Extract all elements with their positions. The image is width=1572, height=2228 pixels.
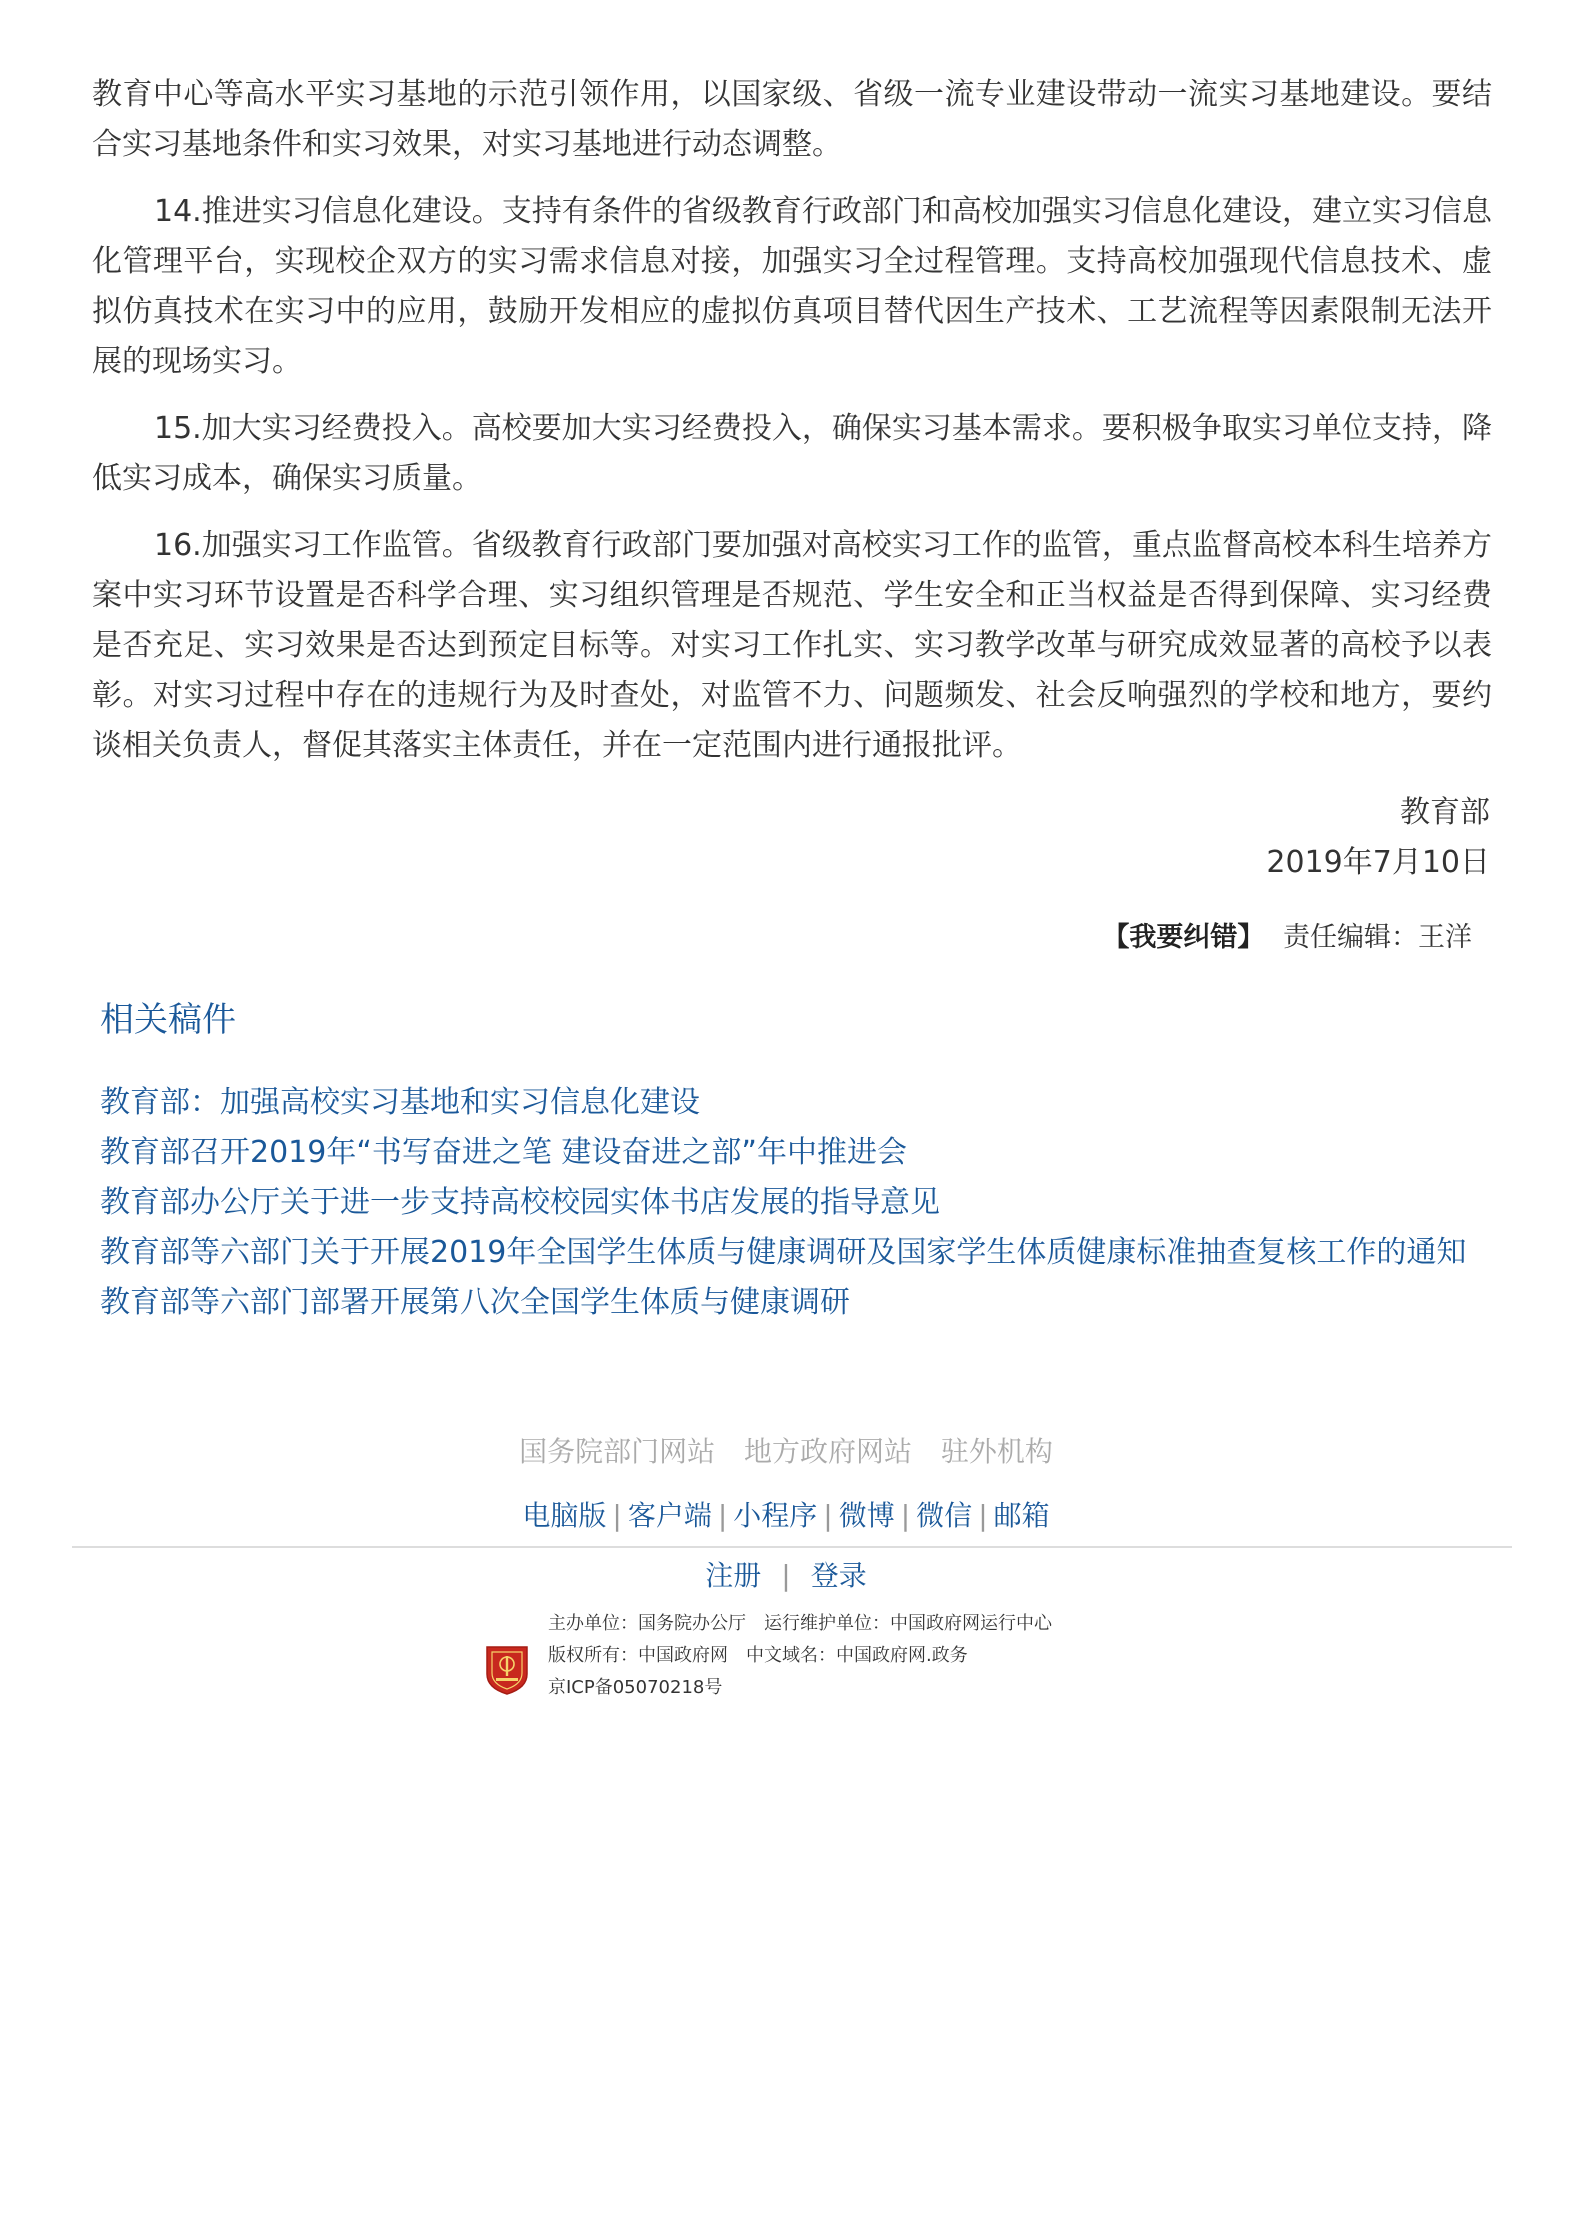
article-signature: 教育部 bbox=[1400, 795, 1490, 830]
footer-domain: 中文域名：中国政府网.政务 bbox=[746, 1645, 968, 1666]
platform-link-wechat[interactable]: 微信 bbox=[916, 1499, 973, 1532]
related-article-link[interactable]: 教育部办公厅关于进一步支持高校校园实体书店发展的指导意见 bbox=[100, 1185, 940, 1220]
platform-link-desktop[interactable]: 电脑版 bbox=[522, 1499, 607, 1532]
responsible-editor: 责任编辑：王洋 bbox=[1283, 922, 1472, 953]
separator: | bbox=[717, 1499, 728, 1532]
article-paragraph: 16.加强实习工作监管。省级教育行政部门要加强对高校实习工作的监管，重点监督高校本科生培养方案中实习环节设置是否科学合理、实习组织管理是否规范、学生安全和正当权益是否得到保障、实习经费是否充足、实习效果是否达到预定目标等。对实习工作扎实、实习教学改革与研究成效显著的高校予以表彰。对实习过程中存在的违规行为及时查处，对监管不力、问题频发、社会反响强烈的学校和地方，要约谈相关负责人，督促其落实主体责任，并在一定范围内进行通报批评。 bbox=[92, 528, 1492, 763]
footer-link-ministries[interactable]: 国务院部门网站 bbox=[519, 1435, 716, 1468]
list-item bbox=[100, 1278, 1500, 1328]
article-body bbox=[92, 70, 1492, 888]
footer-site-links bbox=[0, 1428, 1572, 1476]
platform-link-mini-program[interactable]: 小程序 bbox=[733, 1499, 818, 1532]
platform-link-mail[interactable]: 邮箱 bbox=[993, 1499, 1050, 1532]
editor-row bbox=[1102, 918, 1472, 958]
related-article-link[interactable]: 教育部等六部门部署开展第八次全国学生体质与健康调研 bbox=[100, 1285, 850, 1320]
related-article-link[interactable]: 教育部：加强高校实习基地和实习信息化建设 bbox=[100, 1085, 700, 1120]
article-paragraph: 教育中心等高水平实习基地的示范引领作用，以国家级、省级一流专业建设带动一流实习基地建设。要结合实习基地条件和实习效果，对实习基地进行动态调整。 bbox=[92, 77, 1492, 162]
platform-links bbox=[0, 1492, 1572, 1540]
platform-link-client[interactable]: 客户端 bbox=[627, 1499, 712, 1532]
footer-copyright: 版权所有：中国政府网 bbox=[548, 1645, 728, 1666]
related-articles-list bbox=[100, 1078, 1500, 1328]
separator: | bbox=[900, 1499, 911, 1532]
platform-link-weibo[interactable]: 微博 bbox=[838, 1499, 895, 1532]
related-article-link[interactable]: 教育部等六部门关于开展2019年全国学生体质与健康调研及国家学生体质健康标准抽查复核工作的通知 bbox=[100, 1235, 1467, 1270]
list-item bbox=[100, 1178, 1500, 1228]
register-link[interactable]: 注册 bbox=[705, 1559, 762, 1592]
related-articles bbox=[100, 990, 1500, 1328]
auth-links bbox=[0, 1552, 1572, 1600]
article-paragraph: 14.推进实习信息化建设。支持有条件的省级教育行政部门和高校加强实习信息化建设，建立实习信息化管理平台，实现校企双方的实习需求信息对接，加强实习全过程管理。支持高校加强现代信息技术、虚拟仿真技术在实习中的应用，鼓励开发相应的虚拟仿真项目替代因生产技术、工艺流程等因素限制无法开展的现场实习。 bbox=[92, 194, 1492, 379]
separator: | bbox=[612, 1499, 622, 1532]
footer-link-local-gov[interactable]: 地方政府网站 bbox=[743, 1435, 912, 1468]
related-articles-title: 相关稿件 bbox=[100, 1000, 236, 1040]
separator: | bbox=[978, 1499, 988, 1532]
footer-icp: 京ICP备05070218号 bbox=[548, 1677, 723, 1698]
footer-link-overseas[interactable]: 驻外机构 bbox=[940, 1435, 1053, 1468]
footer-maintainer: 运行维护单位：中国政府网运行中心 bbox=[764, 1613, 1052, 1634]
list-item bbox=[100, 1078, 1500, 1128]
footer-info-lines bbox=[548, 1608, 1052, 1704]
related-article-link[interactable]: 教育部召开2019年“书写奋进之笔 建设奋进之部”年中推进会 bbox=[100, 1135, 907, 1170]
article-date: 2019年7月10日 bbox=[1266, 845, 1490, 880]
separator: | bbox=[781, 1559, 791, 1592]
report-error-link[interactable]: 【我要纠错】 bbox=[1102, 922, 1265, 953]
footer-divider bbox=[72, 1546, 1512, 1548]
article-paragraph: 15.加大实习经费投入。高校要加大实习经费投入，确保实习基本需求。要积极争取实习单位支持，降低实习成本，确保实习质量。 bbox=[92, 411, 1492, 496]
separator: | bbox=[823, 1499, 833, 1532]
footer-info bbox=[484, 1608, 1184, 1718]
list-item bbox=[100, 1128, 1500, 1178]
list-item bbox=[100, 1228, 1500, 1278]
government-site-emblem-icon bbox=[484, 1644, 530, 1696]
footer-sponsor: 主办单位：国务院办公厅 bbox=[548, 1613, 746, 1634]
login-link[interactable]: 登录 bbox=[810, 1559, 867, 1592]
